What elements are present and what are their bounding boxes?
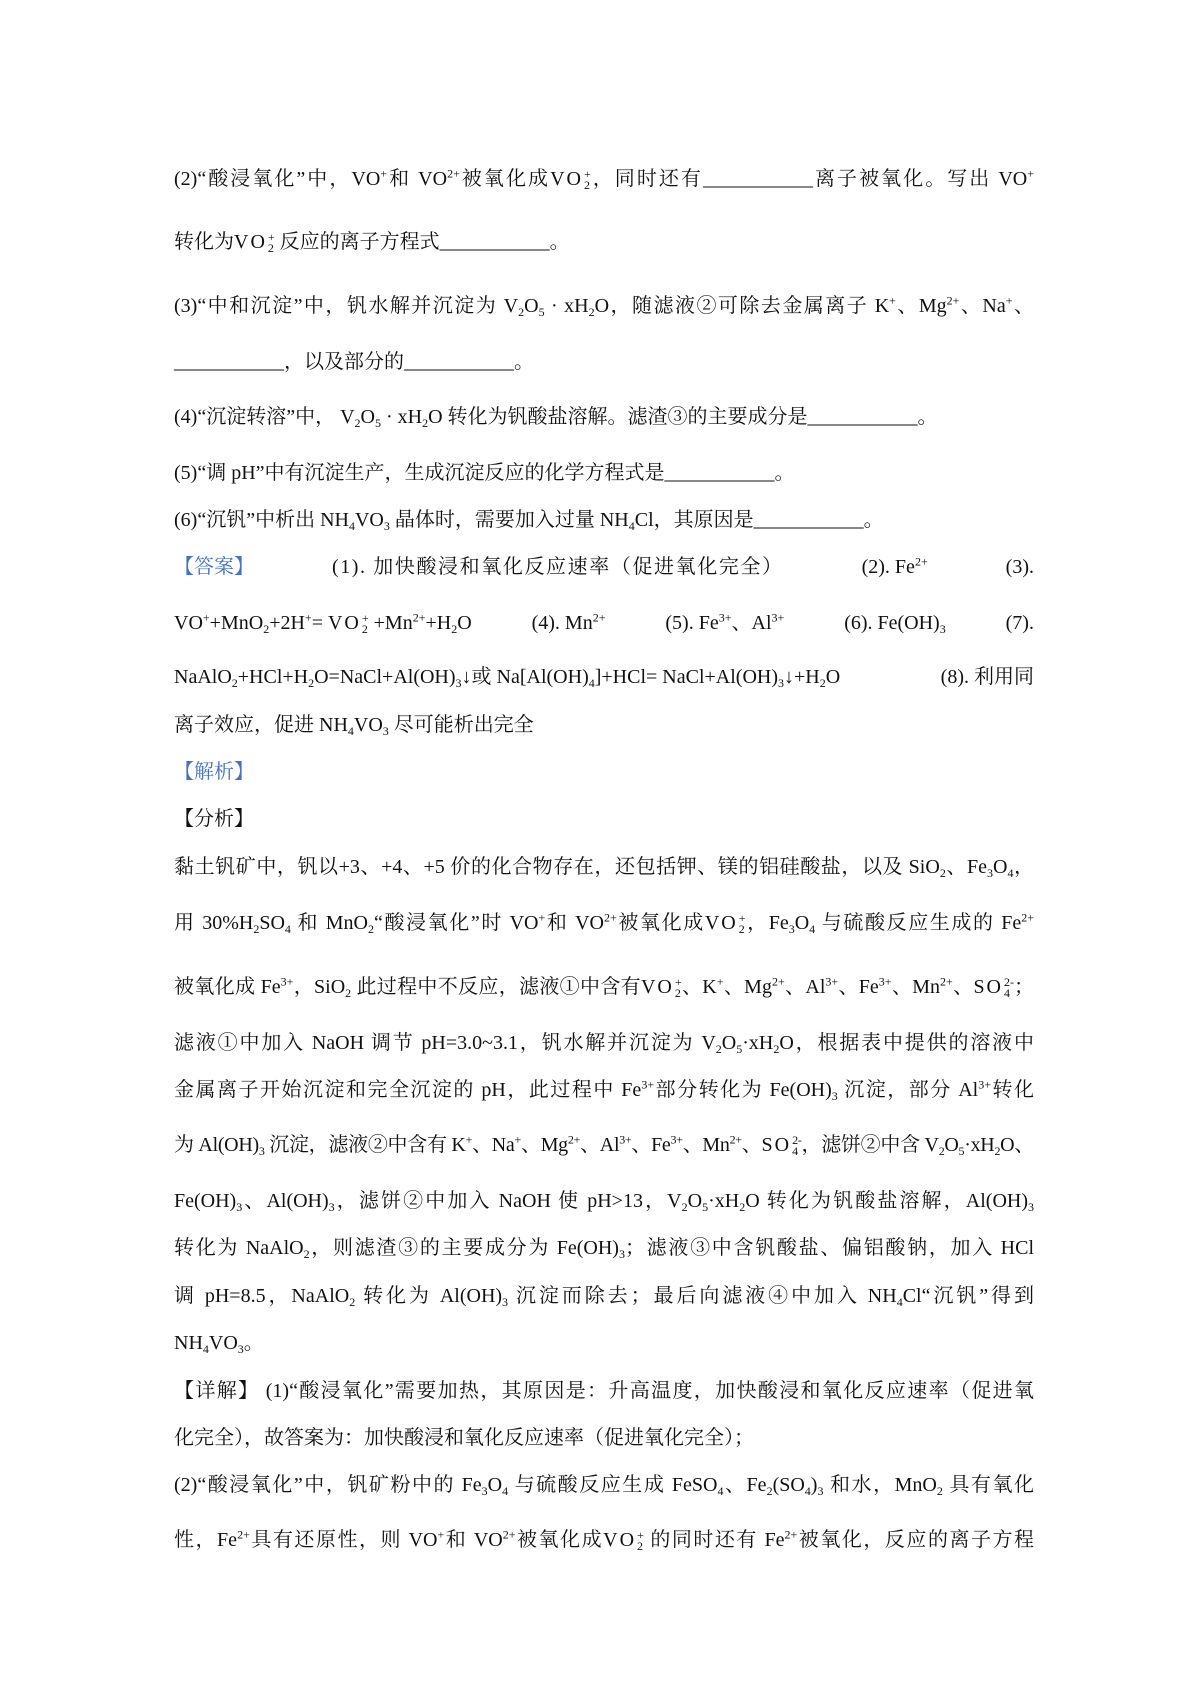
- text-run: 、Fe: [723, 1474, 767, 1496]
- text-run: 此过程中不反应，滤液①中含有: [351, 976, 641, 998]
- superscript: 2+: [771, 974, 785, 989]
- text-run: ；: [1014, 976, 1035, 998]
- subscript: 2: [263, 621, 270, 636]
- detail-line-1: [174, 1377, 1034, 1405]
- superscript: +: [716, 974, 724, 989]
- text-run: O: [457, 612, 472, 634]
- superscript: 3+: [280, 974, 294, 989]
- analysis-heading-text: 【分析】: [174, 808, 254, 830]
- analysis-line-10: [174, 1329, 1034, 1357]
- subscript: 5: [374, 415, 381, 430]
- subscript: 2: [303, 1246, 310, 1261]
- subscript: 4: [809, 921, 816, 936]
- question-5-line: [174, 459, 1034, 487]
- superscript: +: [514, 1132, 521, 1147]
- subscript: 3: [455, 675, 462, 690]
- subscript: 2: [253, 921, 260, 936]
- subscript: 4: [804, 1483, 811, 1498]
- ion-charge-stack: [1004, 977, 1014, 1000]
- subscript: 3: [831, 1088, 838, 1103]
- subscript: 3: [236, 1199, 243, 1214]
- text-run: (SO: [772, 1474, 805, 1496]
- text-run: 用 30%H: [174, 912, 254, 934]
- text-run: VO: [208, 1332, 238, 1354]
- superscript: 2+: [946, 293, 960, 308]
- answer-line-3: [174, 663, 1034, 691]
- subscript: 3: [328, 1199, 335, 1214]
- text-run: ·xH: [964, 1134, 995, 1156]
- text-run: 转化为 Al(OH): [355, 1285, 503, 1307]
- text-run: 被氧化成: [616, 912, 705, 934]
- text-run: +MnO: [209, 612, 264, 634]
- superscript: 2+: [447, 166, 460, 181]
- ion-base: SO: [761, 1134, 792, 1156]
- text-run: ，SiO: [293, 976, 346, 998]
- text-run: (2)“酸浸氧化”中，钒矿粉中的 Fe: [174, 1474, 482, 1496]
- text-run: (1)“酸浸氧化”需要加热，其原因是：升高温度，加快酸浸和氧化反应速率（促进氧: [265, 1380, 1035, 1402]
- ion-charge: +: [267, 230, 275, 245]
- text-run: ): [810, 1474, 818, 1496]
- text-run: · xH: [380, 406, 423, 428]
- text-run: SO: [259, 912, 285, 934]
- ion-formula: [603, 1530, 644, 1553]
- text-run: O、: [1000, 1134, 1034, 1156]
- ion-subscript: 2: [267, 241, 274, 256]
- subscript: 2: [939, 865, 946, 880]
- subscript: 4: [347, 723, 354, 738]
- ion-formula: [328, 613, 369, 636]
- ion-formula: [973, 977, 1014, 1000]
- text-run: (3).: [1005, 556, 1034, 578]
- text-run: O=NaCl+Al(OH): [314, 666, 456, 688]
- text-run: 部分转化为 Fe(OH): [654, 1079, 832, 1101]
- answer-item: [1006, 553, 1034, 581]
- superscript: +: [1027, 166, 1035, 181]
- text-run: NH: [174, 1332, 203, 1354]
- text-run: 、Fe: [945, 856, 987, 878]
- answer-item: [332, 553, 784, 581]
- question-3-line-1: [174, 292, 1034, 320]
- text-run: 、: [952, 976, 974, 998]
- subscript: 4: [1007, 865, 1014, 880]
- analysis-line-8: [174, 1234, 1034, 1262]
- text-run: 尽可能析出完全: [388, 714, 534, 736]
- text-run: 、Na: [959, 295, 1006, 317]
- superscript: 2+: [914, 554, 928, 569]
- text-run: Cl，其原因是___________。: [634, 509, 884, 531]
- text-run: ·xH: [742, 1032, 774, 1054]
- text-run: 具有氧化: [942, 1474, 1035, 1496]
- text-run: +H: [425, 612, 452, 634]
- text-run: (5). Fe: [665, 612, 719, 634]
- subscript: 4: [896, 1294, 903, 1309]
- subscript: 2: [739, 1199, 746, 1214]
- subscript: 2: [345, 985, 352, 1000]
- question-3-line-2: [174, 348, 1034, 376]
- text-run: 被氧化，反应的离子方程: [797, 1529, 1035, 1551]
- answer-item: [862, 553, 928, 581]
- text-run: 性，Fe: [174, 1529, 238, 1551]
- subscript: 2: [994, 1143, 1001, 1158]
- answer-label: 【答案】: [174, 556, 254, 578]
- subscript: 2: [819, 675, 826, 690]
- superscript: 2+: [412, 610, 426, 625]
- text-run: 和水，MnO: [823, 1474, 937, 1496]
- analysis-line-5: [174, 1076, 1034, 1104]
- ion-charge: +: [674, 975, 682, 990]
- text-run: 调 pH=8.5，NaAlO: [174, 1285, 350, 1307]
- subscript: 3: [502, 1294, 509, 1309]
- answer-item: [941, 663, 1034, 691]
- text-run: ↓+H: [784, 666, 820, 688]
- text-run: 和 MnO: [290, 912, 368, 934]
- text-run: (3)“中和沉淀”中，钒水解并沉淀为 V: [174, 295, 519, 317]
- text-run: ，Fe: [745, 912, 789, 934]
- superscript: +: [538, 910, 546, 925]
- superscript: +: [380, 166, 388, 181]
- superscript: 2+: [1021, 910, 1035, 925]
- superscript: 3+: [718, 610, 732, 625]
- text-run: 和 VO: [444, 1529, 503, 1551]
- subscript: 3: [481, 1483, 488, 1498]
- superscript: 2+: [940, 974, 953, 989]
- subscript: 3: [817, 1483, 824, 1498]
- text-run: O: [360, 406, 375, 428]
- text-run: Cl“沉钒”得到: [902, 1285, 1034, 1307]
- text-run: 反应的离子方程式___________。: [274, 231, 570, 253]
- text-run: ，则滤渣③的主要成分为 Fe(OH): [309, 1237, 619, 1259]
- text-run: 沉淀而除去；最后向滤液④中加入 NH: [508, 1285, 897, 1307]
- ion-subscript: 2: [637, 1539, 644, 1554]
- text-run: 被氧化成: [515, 1529, 604, 1551]
- text-run: (5)“调 pH”中有沉淀生产，生成沉淀反应的化学方程式是___________。: [174, 462, 795, 484]
- text-run: ，: [1013, 856, 1035, 878]
- text-run: 、Fe: [631, 1134, 671, 1156]
- text-run: 、Mg: [723, 976, 772, 998]
- text-run: 黏土钒矿中，钒以+3、+4、+5 价的化合物存在，还包括钾、镁的铝硅酸盐，以及 SiO: [174, 856, 940, 878]
- subscript: 2: [231, 675, 238, 690]
- text-run: +Mn: [368, 612, 413, 634]
- text-run: 转化为 NaAlO: [174, 1237, 304, 1259]
- analysis-line-3: [174, 973, 1034, 1001]
- subscript: 4: [717, 1483, 724, 1498]
- text-run: 。: [243, 1332, 264, 1354]
- ion-base: VO: [327, 612, 361, 634]
- text-run: 、: [741, 1134, 762, 1156]
- ion-charge: +: [583, 167, 591, 182]
- text-run: O，随滤液②可除去金属离子 K: [594, 295, 890, 317]
- subscript: 2: [766, 1483, 773, 1498]
- text-run: 、Na: [472, 1134, 515, 1156]
- superscript: +: [1005, 293, 1013, 308]
- text-run: 被氧化成: [459, 168, 551, 190]
- ion-formula: [705, 913, 746, 936]
- subscript: 3: [788, 921, 795, 936]
- text-run: =: [311, 612, 328, 634]
- text-run: (1). 加快酸浸和氧化反应速率（促进氧化完全）: [331, 556, 784, 578]
- text-run: 与硫酸反应生成 FeSO: [508, 1474, 718, 1496]
- subscript: 2: [518, 304, 525, 319]
- subscript: 2: [715, 1041, 722, 1056]
- subscript: 3: [237, 1341, 244, 1356]
- superscript: 3+: [771, 610, 785, 625]
- answer-line-4: [174, 711, 1034, 739]
- answer-item: [844, 609, 946, 637]
- text-run: “酸浸氧化”时 VO: [373, 912, 539, 934]
- text-run: O 转化为钒酸盐溶解，Al(OH): [745, 1190, 1028, 1212]
- ion-base: VO: [603, 1529, 637, 1551]
- text-run: ]+HCl= NaCl+Al(OH): [594, 666, 778, 688]
- text-run: (2)“酸浸氧化”中，VO: [174, 168, 381, 190]
- analysis-line-7: [174, 1187, 1034, 1215]
- text-run: (6)“沉钒”中析出 NH: [174, 509, 349, 531]
- subscript: 2: [422, 415, 429, 430]
- superscript: 3+: [641, 1077, 655, 1092]
- superscript: 2+: [592, 610, 606, 625]
- text-run: 被氧化成 Fe: [174, 976, 281, 998]
- text-run: 、Mg: [895, 295, 947, 317]
- subscript: 2: [451, 621, 458, 636]
- ion-formula: [641, 977, 682, 1000]
- superscript: 2+: [729, 1132, 742, 1147]
- text-run: O: [944, 1134, 959, 1156]
- ion-charge: 2-: [1004, 975, 1015, 990]
- answer-item: [532, 609, 606, 637]
- analysis-line-1: [174, 853, 1034, 881]
- subscript: 2: [349, 1294, 356, 1309]
- answer-item: [174, 609, 472, 637]
- ion-subscript: 2: [361, 622, 368, 637]
- subscript: 4: [284, 921, 291, 936]
- text-run: O: [721, 1032, 737, 1054]
- ion-base: SO: [973, 976, 1004, 998]
- superscript: +: [889, 293, 896, 308]
- analysis-label: [174, 758, 1034, 786]
- text-run: (6). Fe(OH): [844, 612, 940, 634]
- ion-subscript: 2: [738, 922, 745, 937]
- superscript: +: [202, 610, 210, 625]
- text-run: 与硫酸反应生成的 Fe: [815, 912, 1022, 934]
- ion-formula: [762, 1135, 802, 1158]
- analysis-label-text: 【解析】: [174, 761, 254, 783]
- text-run: 、: [1012, 295, 1034, 317]
- text-run: 晶体时，需要加入过量 NH: [389, 509, 629, 531]
- answer-item: [1006, 609, 1034, 637]
- ion-charge-stack: [584, 169, 591, 192]
- analysis-line-9: [174, 1282, 1034, 1310]
- answer-item: [665, 609, 784, 637]
- text-run: O 转化为钒酸盐溶解。滤渣③的主要成分是___________。: [428, 406, 938, 428]
- superscript: 2+: [502, 1527, 516, 1542]
- ion-charge-stack: [362, 613, 369, 636]
- subscript: 3: [383, 518, 390, 533]
- text-run: 、Fe: [838, 976, 879, 998]
- text-run: ，滤饼②中含 V: [801, 1134, 939, 1156]
- analysis-heading: [174, 805, 1034, 833]
- ion-charge: +: [738, 911, 746, 926]
- ion-charge-stack: [268, 232, 275, 255]
- text-run: ·xH: [708, 1190, 740, 1212]
- text-run: 为 Al(OH): [174, 1134, 259, 1156]
- text-run: 、Al: [784, 976, 826, 998]
- superscript: 2+: [567, 1132, 581, 1147]
- text-run: O: [825, 666, 841, 688]
- text-run: 转化为: [174, 231, 234, 253]
- text-run: +2H: [269, 612, 305, 634]
- superscript: 2+: [784, 1527, 798, 1542]
- answer-item: [174, 663, 840, 691]
- text-run: 、Mn: [891, 976, 941, 998]
- subscript: 4: [588, 675, 595, 690]
- ion-subscript: 4: [792, 1144, 798, 1159]
- text-run: 、Al: [580, 1134, 620, 1156]
- text-run: (2). Fe: [861, 556, 915, 578]
- text-run: ，同时还有___________离子被氧化。写出 VO: [590, 168, 1028, 190]
- subscript: 3: [986, 865, 993, 880]
- text-run: 沉淀，滤液②中含有 K: [264, 1134, 466, 1156]
- text-run: Fe(OH): [174, 1190, 237, 1212]
- subscript: 3: [1028, 1199, 1034, 1214]
- subscript: 2: [354, 415, 361, 430]
- subscript: 4: [348, 518, 355, 533]
- text-run: O: [992, 856, 1008, 878]
- text-run: 滤液①中加入 NaOH 调节 pH=3.0~3.1，钒水解并沉淀为 V: [174, 1032, 716, 1054]
- analysis-line-2: [174, 909, 1034, 937]
- subscript: 4: [502, 1483, 509, 1498]
- superscript: +: [304, 610, 312, 625]
- text-run: VO: [354, 509, 384, 531]
- text-run: 和 VO: [545, 912, 604, 934]
- text-run: O: [487, 1474, 503, 1496]
- question-6-line: [174, 506, 1034, 534]
- superscript: 2+: [237, 1527, 250, 1542]
- ion-formula: [234, 232, 275, 255]
- text-run: O: [794, 912, 810, 934]
- subscript: 3: [778, 675, 784, 690]
- superscript: 3+: [978, 1077, 992, 1092]
- ion-charge-stack: [792, 1135, 801, 1158]
- ion-base: VO: [550, 168, 583, 190]
- text-run: O: [687, 1190, 703, 1212]
- ion-base: VO: [704, 912, 738, 934]
- subscript: 4: [628, 518, 635, 533]
- text-run: ，滤饼②中加入 NaOH 使 pH>13，V: [334, 1190, 682, 1212]
- text-run: (4)“沉淀转溶”中， V: [174, 406, 355, 428]
- question-2-line-2: [174, 228, 1034, 256]
- superscript: +: [465, 1132, 473, 1147]
- subscript: 2: [936, 1483, 943, 1498]
- question-2-line-1: [174, 165, 1034, 193]
- text-run: 转化: [991, 1079, 1035, 1101]
- text-run: 和 VO: [387, 168, 448, 190]
- superscript: 3+: [670, 1132, 683, 1147]
- ion-subscript: 4: [1004, 986, 1011, 1001]
- ion-charge: +: [361, 611, 369, 626]
- ion-charge: 2-: [792, 1133, 802, 1148]
- ion-charge-stack: [637, 1530, 644, 1553]
- text-run: 、Mn: [682, 1134, 730, 1156]
- ion-formula: [550, 169, 591, 192]
- superscript: 2+: [603, 910, 617, 925]
- subscript: 5: [538, 304, 545, 319]
- subscript: 4: [202, 1341, 209, 1356]
- answer-line-2: [174, 609, 1034, 637]
- subscript: 2: [938, 1143, 945, 1158]
- analysis-line-6: [174, 1131, 1034, 1159]
- ion-base: VO: [234, 231, 267, 253]
- subscript: 3: [939, 621, 946, 636]
- ion-subscript: 2: [583, 178, 590, 193]
- text-run: +HCl+H: [237, 666, 309, 688]
- text-run: 的同时还有 Fe: [643, 1529, 785, 1551]
- detail-line-3: [174, 1471, 1034, 1499]
- detail-label: 【详解】: [174, 1380, 260, 1402]
- answer-line-1: [174, 553, 1034, 581]
- subscript: 3: [258, 1143, 265, 1158]
- text-run: 、K: [681, 976, 717, 998]
- subscript: 5: [702, 1199, 709, 1214]
- text-run: (7).: [1005, 612, 1034, 634]
- ion-base: VO: [640, 976, 674, 998]
- subscript: 2: [588, 304, 595, 319]
- subscript: 2: [773, 1041, 780, 1056]
- ion-subscript: 2: [674, 986, 681, 1001]
- subscript: 3: [382, 723, 389, 738]
- analysis-line-4: [174, 1029, 1034, 1057]
- text-run: 金属离子开始沉淀和完全沉淀的 pH，此过程中 Fe: [174, 1079, 642, 1101]
- subscript: 2: [308, 675, 315, 690]
- subscript: 3: [618, 1246, 625, 1261]
- text-run: O，根据表中提供的溶液中: [779, 1032, 1034, 1054]
- text-run: 化完全），故答案为：加快酸浸和氧化反应速率（促进氧化完全）；: [174, 1427, 754, 1449]
- text-run: NaAlO: [174, 666, 232, 688]
- text-run: VO: [353, 714, 383, 736]
- ion-charge-stack: [675, 977, 682, 1000]
- text-run: O: [524, 295, 539, 317]
- text-run: ↓或 Na[Al(OH): [461, 666, 589, 688]
- text-run: 、Al: [731, 612, 772, 634]
- subscript: 2: [681, 1199, 688, 1214]
- superscript: +: [437, 1527, 445, 1542]
- text-run: · xH: [544, 295, 589, 317]
- text-run: ___________，以及部分的___________。: [174, 351, 534, 373]
- text-run: 具有还原性，则 VO: [249, 1529, 438, 1551]
- text-run: VO: [174, 612, 203, 634]
- text-run: 沉淀，部分 Al: [837, 1079, 979, 1101]
- subscript: 5: [958, 1143, 965, 1158]
- superscript: 3+: [825, 974, 839, 989]
- superscript: 3+: [878, 974, 892, 989]
- subscript: 5: [736, 1041, 743, 1056]
- subscript: 2: [367, 921, 374, 936]
- text-run: (8). 利用同: [940, 666, 1034, 688]
- question-4-line: [174, 403, 1034, 431]
- text-run: 、Al(OH): [242, 1190, 329, 1212]
- text-run: 、Mg: [520, 1134, 568, 1156]
- detail-line-4: [174, 1526, 1034, 1554]
- ion-charge: +: [637, 1528, 644, 1543]
- text-run: ；滤液③中含钒酸盐、偏铝酸钠，加入 HCl: [624, 1237, 1034, 1259]
- detail-line-2: [174, 1424, 1034, 1452]
- superscript: 3+: [619, 1132, 632, 1147]
- text-run: 离子效应，促进 NH: [174, 714, 348, 736]
- text-run: (4). Mn: [531, 612, 593, 634]
